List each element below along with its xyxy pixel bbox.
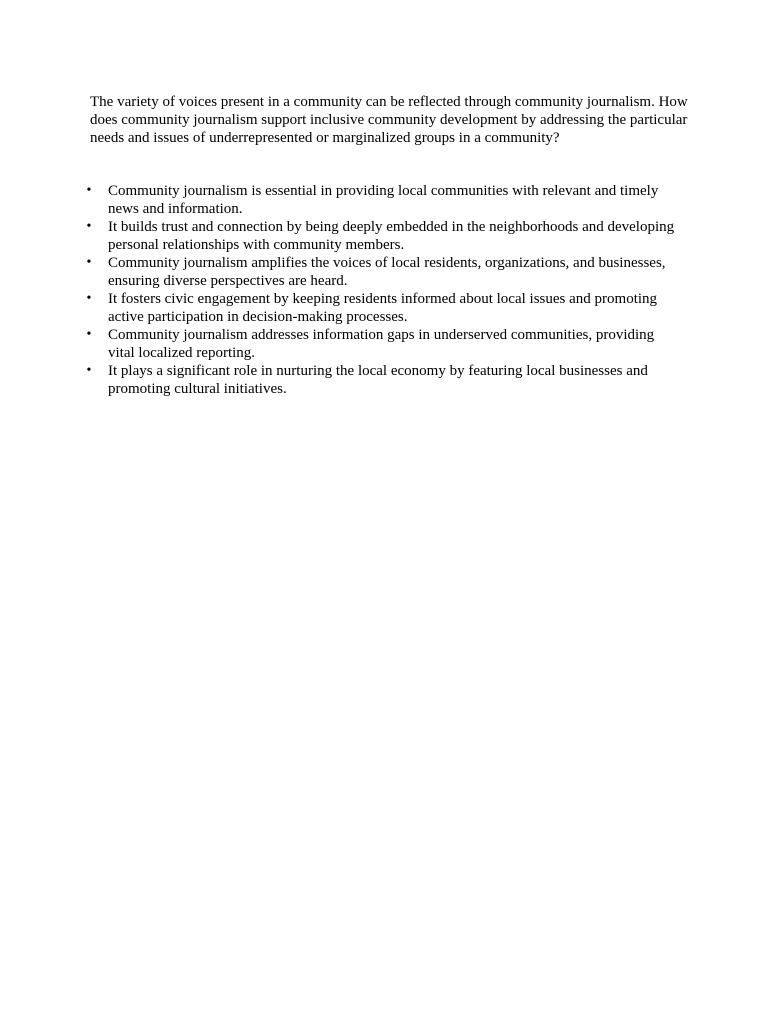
bullet-icon: • <box>86 363 92 378</box>
list-item-text: Community journalism addresses information gaps in underserved communities, providing vital localized reporting. <box>108 327 655 361</box>
list-item-text: It builds trust and connection by being deeply embedded in the neighborhoods and developing personal relationships with community members. <box>108 219 675 253</box>
list-item-text: Community journalism is essential in providing local communities with relevant and timely news and information. <box>108 183 659 217</box>
bullet-icon: • <box>86 219 92 234</box>
list-item <box>83 254 683 290</box>
bullet-icon: • <box>86 183 92 198</box>
bullet-icon: • <box>86 291 92 306</box>
list-item-text: Community journalism amplifies the voices of local residents, organizations, and businesses, ensuring diverse perspectives are heard. <box>108 255 666 289</box>
list-item <box>83 182 683 218</box>
bullet-list <box>83 182 683 398</box>
list-item-text: It fosters civic engagement by keeping residents informed about local issues and promoting active participation in decision-making processes. <box>108 291 658 325</box>
list-item <box>83 218 683 254</box>
list-item <box>83 326 683 362</box>
list-item-text: It plays a significant role in nurturing the local economy by featuring local businesses and promoting cultural initiatives. <box>108 363 648 397</box>
list-item <box>83 290 683 326</box>
question-paragraph: The variety of voices present in a community can be reflected through community journalism. How does community journalism support inclusive community development by addressing the particular needs and issues of underrepresented or marginalized groups in a community? <box>90 94 688 146</box>
bullet-icon: • <box>86 255 92 270</box>
bullet-icon: • <box>86 327 92 342</box>
list-item <box>83 362 683 398</box>
